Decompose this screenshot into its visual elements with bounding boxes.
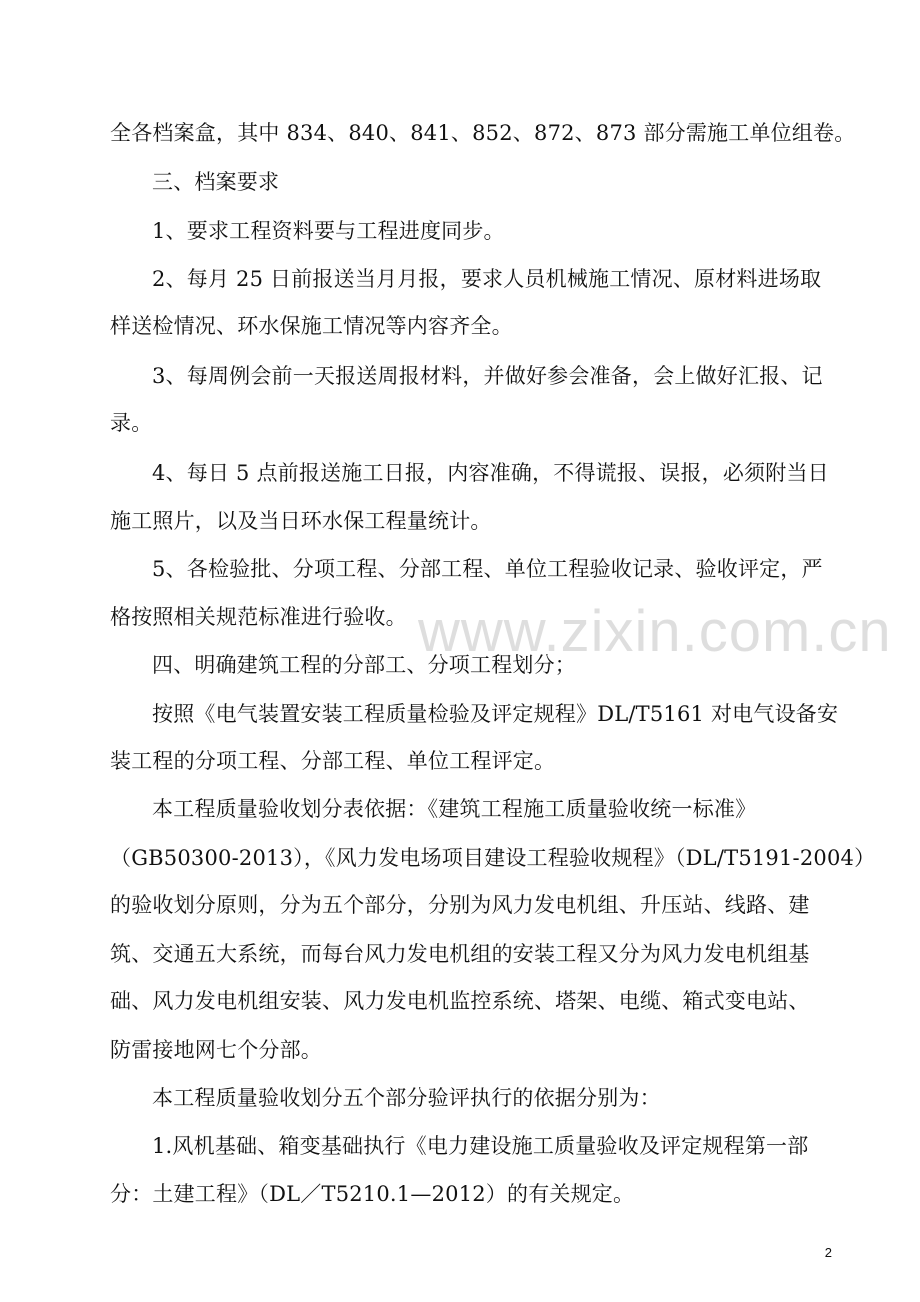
paragraph-line: 筑、交通五大系统，而每台风力发电机组的安装工程又分为风力发电机组基: [110, 942, 810, 966]
paragraph-line: 3、每周例会前一天报送周报材料，并做好参会准备，会上做好汇报、记: [152, 364, 823, 388]
paragraph-line: 格按照相关规范标准进行验收。: [110, 605, 407, 629]
paragraph-line: 录。: [110, 411, 153, 435]
paragraph-line: 按照《电气装置安装工程质量检验及评定规程》DL/T5161 对电气设备安: [152, 702, 839, 726]
watermark: www.zixin.com.cn: [418, 599, 892, 664]
paragraph-line: （GB50300-2013），《风力发电场项目建设工程验收规程》（DL/T5191-2004）: [110, 846, 876, 870]
paragraph-line: 2、每月 25 日前报送当月月报，要求人员机械施工情况、原材料进场取: [152, 267, 822, 291]
paragraph-line: 装工程的分项工程、分部工程、单位工程评定。: [110, 749, 556, 773]
paragraph-line: 的验收划分原则，分为五个部分，分别为风力发电机组、升压站、线路、建: [110, 893, 810, 917]
paragraph-line: 施工照片，以及当日环水保工程量统计。: [110, 509, 492, 533]
paragraph-line: 防雷接地网七个分部。: [110, 1038, 322, 1062]
paragraph-line: 本工程质量验收划分五个部分验评执行的依据分别为：: [152, 1086, 661, 1110]
paragraph-line: 1、要求工程资料要与工程进度同步。: [152, 219, 505, 243]
paragraph-line: 5、各检验批、分项工程、分部工程、单位工程验收记录、验收评定，严: [152, 557, 823, 581]
section-heading: 四、明确建筑工程的分部工、分项工程划分；: [152, 653, 576, 677]
paragraph-line: 分：土建工程》（DL／T5210.1—2012）的有关规定。: [110, 1182, 635, 1206]
section-heading: 三、档案要求: [152, 170, 280, 194]
paragraph-line: 全各档案盒，其中 834、840、841、852、872、873 部分需施工单位组卷。: [110, 121, 856, 145]
paragraph-line: 本工程质量验收划分表依据：《建筑工程施工质量验收统一标准》: [152, 797, 757, 821]
page-number: 2: [824, 1245, 832, 1260]
paragraph-line: 础、风力发电机组安装、风力发电机监控系统、塔架、电缆、箱式变电站、: [110, 989, 810, 1013]
paragraph-line: 样送检情况、环水保施工情况等内容齐全。: [110, 314, 513, 338]
paragraph-line: 1.风机基础、箱变基础执行《电力建设施工质量验收及评定规程第一部: [152, 1134, 809, 1158]
paragraph-line: 4、每日 5 点前报送施工日报，内容准确，不得谎报、误报，必须附当日: [152, 461, 829, 485]
